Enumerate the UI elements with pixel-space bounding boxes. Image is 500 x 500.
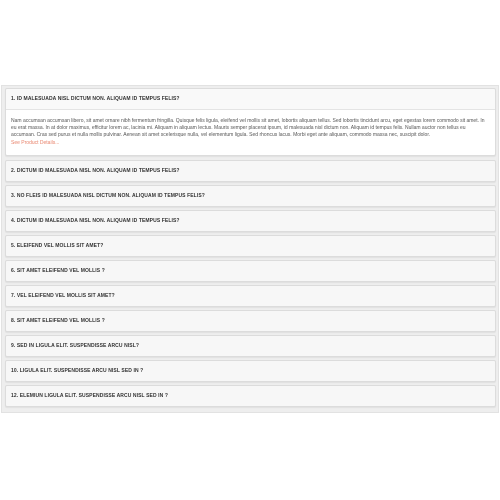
faq-question-10[interactable]: 10. LIGULA ELIT. SUSPENDISSE ARCU NISL SED IN ?	[11, 367, 144, 374]
faq-question-5[interactable]: 5. ELEIFEND VEL MOLLIS SIT AMET?	[11, 242, 104, 249]
faq-item-8	[5, 310, 496, 332]
faq-question-8[interactable]: 8. SIT AMET ELEIFEND VEL MOLLIS ?	[11, 317, 105, 324]
faq-item-5	[5, 235, 496, 257]
faq-question-2[interactable]: 2. DICTUM ID MALESUADA NISL NON. ALIQUAM ID TEMPUS FELIS?	[11, 167, 180, 174]
faq-answer-text: Nam accumsan accumsan libero, sit amet ornare nibh fermentum fringilla. Quisque felis ligula, eleifend vel mollis sit amet, lobortis aliquam tellus. Sed lobortis tincidunt arcu, eget egestas lorem commodo sit amet. In eu erat massa. In at dolor maximus, efficitur lorem ac, lacinia mi. Aliquam in aliquam lectus. Mauris semper placerat ipsum, id malesuada nisl dictum non. Aliquam id tempus felis. Nullam auctor non tellus eu accumsan. Cras sed purus et nulla mollis pulvinar. Aenean sit amet scelerisque nulla, vel elementum ligula. Sed rhoncus lacus. Morbi eget ante aliquam, commodo massa nec, suscipit dolor.	[11, 118, 485, 139]
faq-accordion	[1, 85, 499, 413]
faq-item-12	[5, 385, 496, 407]
faq-item-7	[5, 285, 496, 307]
faq-question-1[interactable]: 1. ID MALESUADA NISL DICTUM NON. ALIQUAM ID TEMPUS FELIS?	[6, 89, 495, 110]
faq-item-10	[5, 360, 496, 382]
faq-list	[5, 88, 496, 410]
faq-item-1	[5, 88, 496, 156]
faq-question-6[interactable]: 6. SIT AMET ELEIFEND VEL MOLLIS ?	[11, 267, 105, 274]
faq-question-7[interactable]: 7. VEL ELEIFEND VEL MOLLIS SIT AMET?	[11, 292, 115, 299]
faq-question-3[interactable]: 3. NO FLEIS ID MALESUADA NISL DICTUM NON. ALIQUAM ID TEMPUS FELIS?	[11, 192, 205, 199]
faq-answer-1	[6, 110, 495, 155]
faq-question-12[interactable]: 12. ELEMIUN LIGULA ELIT. SUSPENDISSE ARCU NISL SED IN ?	[11, 392, 169, 399]
faq-question-9[interactable]: 9. SED IN LIGULA ELIT. SUSPENDISSE ARCU NISL?	[11, 342, 140, 349]
see-product-details-link[interactable]: See Product Details...	[11, 139, 60, 146]
faq-item-2	[5, 160, 496, 182]
faq-item-4	[5, 210, 496, 232]
faq-item-3	[5, 185, 496, 207]
faq-item-6	[5, 260, 496, 282]
faq-question-4[interactable]: 4. DICTUM ID MALESUADA NISL NON. ALIQUAM ID TEMPUS FELIS?	[11, 217, 180, 224]
faq-item-9	[5, 335, 496, 357]
